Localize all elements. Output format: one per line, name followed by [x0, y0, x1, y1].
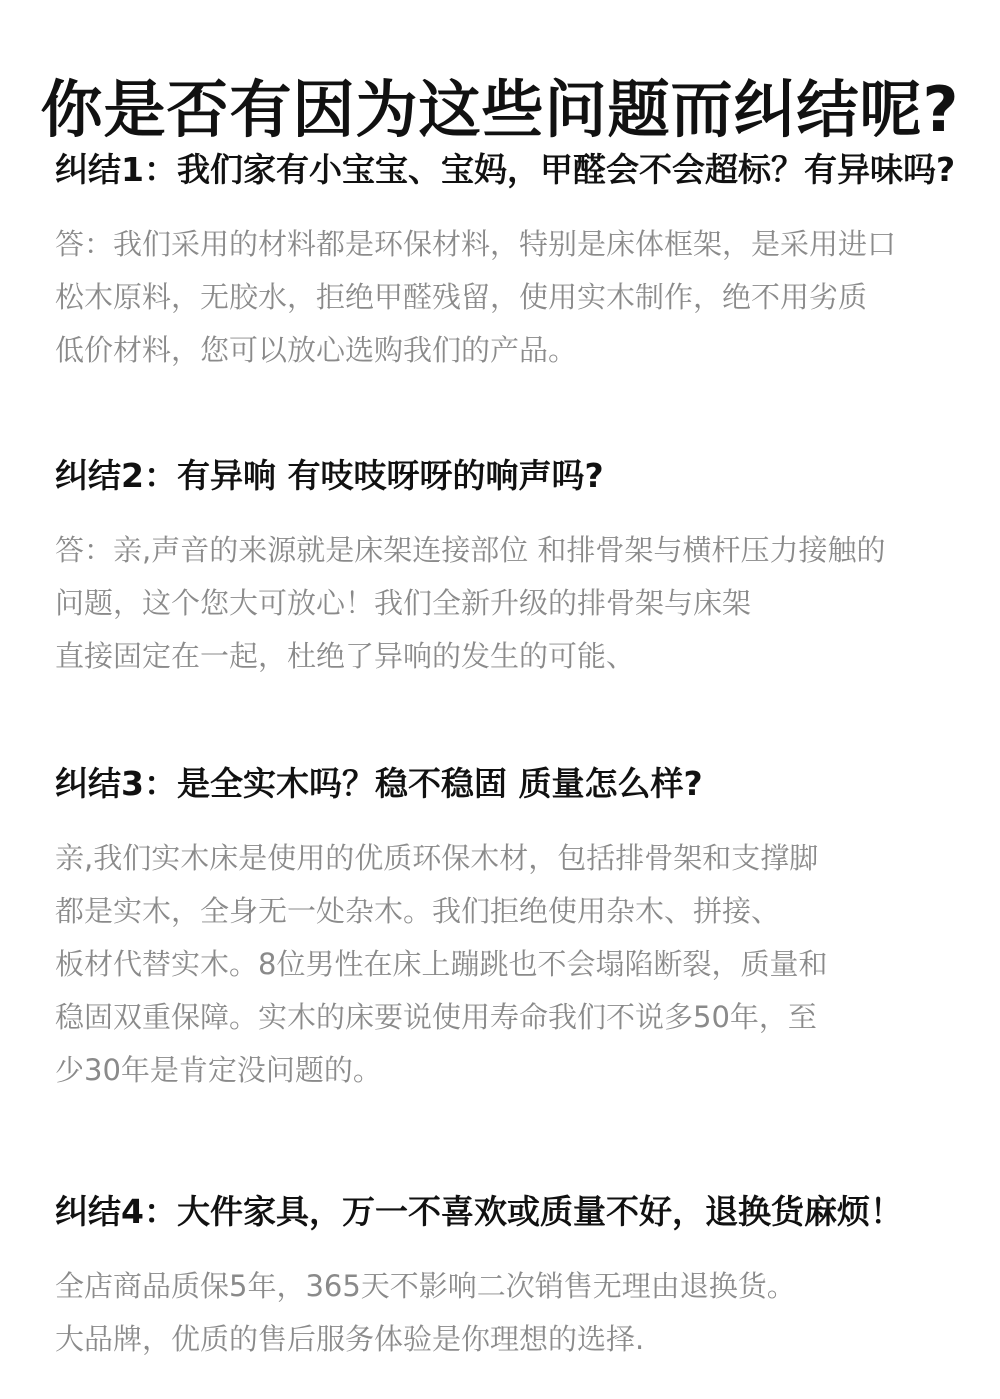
page-title: 你是否有因为这些问题而纠结呢? [40, 72, 960, 146]
answer-line: 亲,我们实木床是使用的优质环保木材，包括排骨架和支撑脚 [55, 841, 819, 875]
answer-line: 答：亲,声音的来源就是床架连接部位 和排骨架与横杆压力接触的 [55, 533, 886, 567]
answer-line: 大品牌，优质的售后服务体验是你理想的选择. [55, 1322, 645, 1356]
faq-answer [55, 1260, 955, 1366]
answer-line: 低价材料，您可以放心选购我们的产品。 [55, 333, 578, 367]
answer-line: 松木原料，无胶水，拒绝甲醛残留，使用实木制作，绝不用劣质 [55, 280, 868, 314]
faq-question: 纠结1：我们家有小宝宝、宝妈，甲醛会不会超标？有异味吗? [55, 150, 956, 189]
faq-question: 纠结4：大件家具，万一不喜欢或质量不好，退换货麻烦！ [55, 1192, 903, 1231]
faq-item-1 [55, 148, 955, 377]
answer-line: 问题，这个您大可放心！我们全新升级的排骨架与床架 [55, 586, 752, 620]
faq-answer [55, 832, 955, 1097]
answer-line: 直接固定在一起，杜绝了异响的发生的可能、 [55, 639, 636, 673]
answer-line: 答：我们采用的材料都是环保材料，特别是床体框架，是采用进口 [55, 227, 897, 261]
faq-item-2 [55, 454, 955, 683]
answer-line: 板材代替实木。8位男性在床上蹦跳也不会塌陷断裂，质量和 [55, 947, 828, 981]
answer-line: 稳固双重保障。实木的床要说使用寿命我们不说多50年，至 [55, 1000, 817, 1034]
faq-answer [55, 218, 955, 377]
faq-item-4 [55, 1190, 955, 1366]
answer-line: 少30年是肯定没问题的。 [55, 1053, 382, 1087]
faq-question: 纠结2：有异响 有吱吱呀呀的响声吗? [55, 456, 604, 495]
faq-item-3 [55, 762, 955, 1097]
answer-line: 都是实木，全身无一处杂木。我们拒绝使用杂木、拼接、 [55, 894, 781, 928]
faq-question: 纠结3：是全实木吗？稳不稳固 质量怎么样? [55, 764, 703, 803]
faq-answer [55, 524, 955, 683]
answer-line: 全店商品质保5年，365天不影响二次销售无理由退换货。 [55, 1269, 796, 1303]
